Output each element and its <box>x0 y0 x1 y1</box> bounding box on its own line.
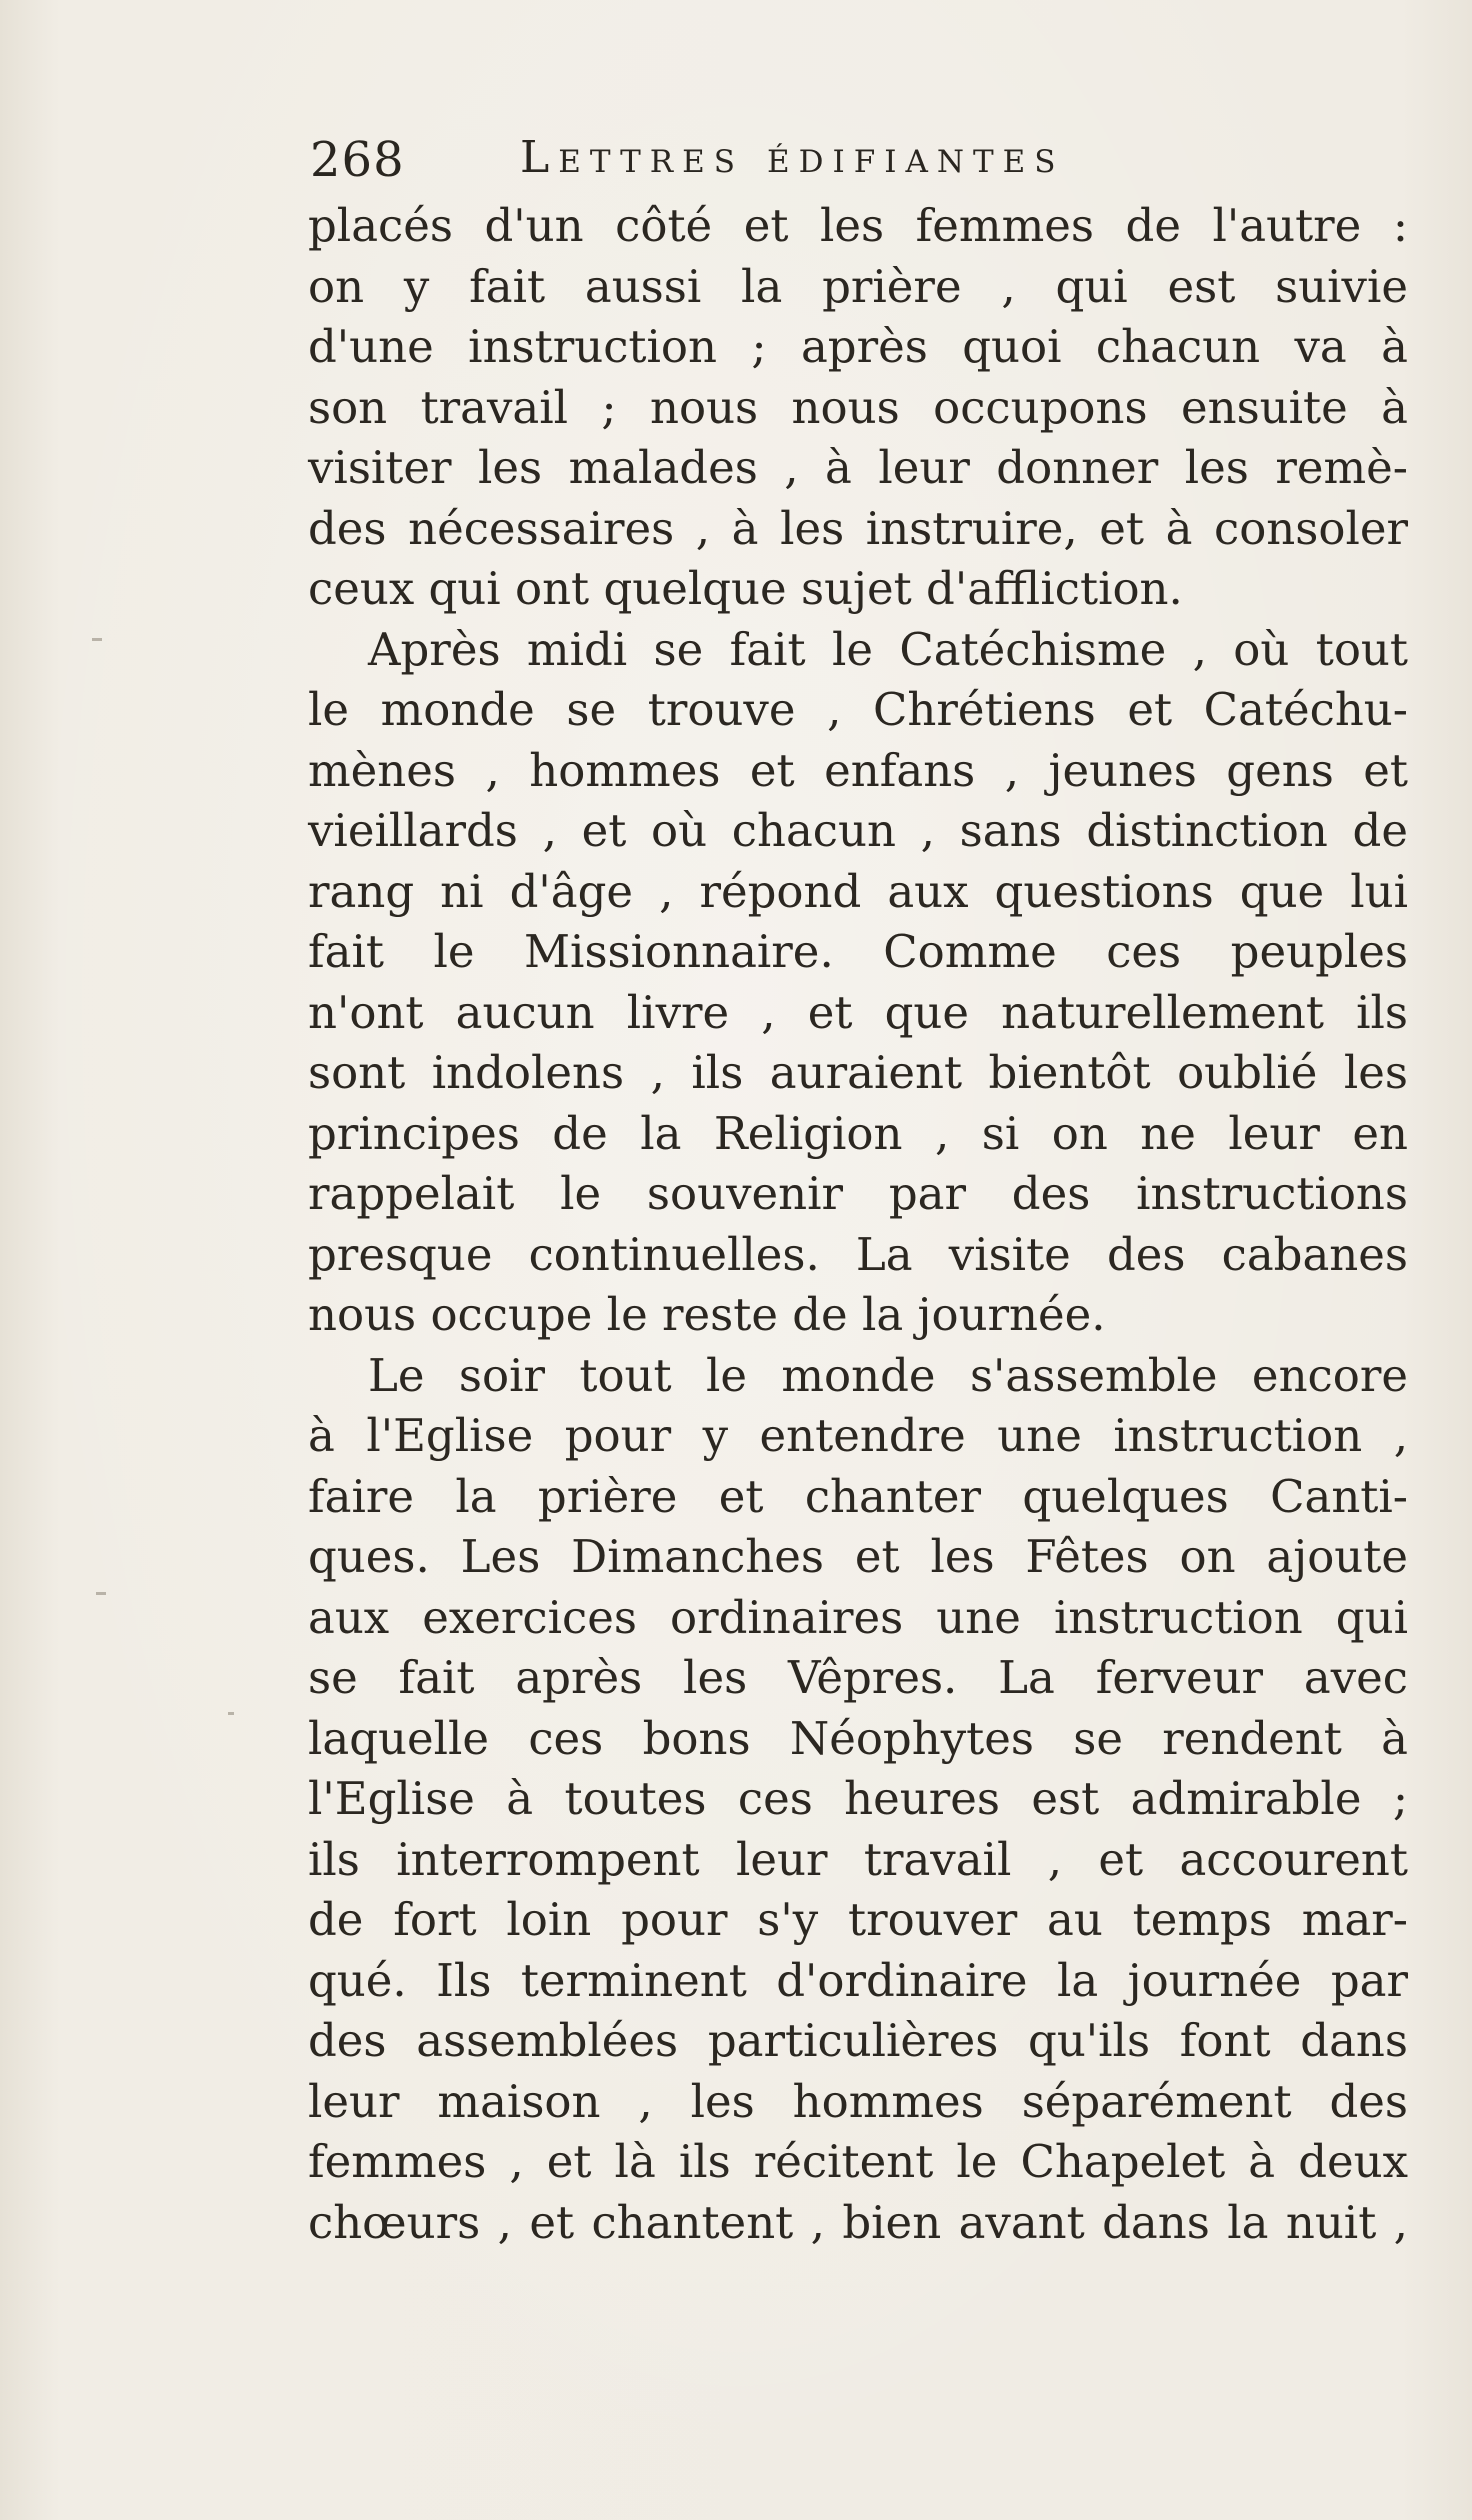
text-line: Après midi se fait le Catéchisme , où tout <box>368 622 1408 676</box>
text-line: le monde se trouve , Chrétiens et Catéchu- <box>308 683 1408 736</box>
text-line: se fait après les Vêpres. La ferveur avec <box>308 1651 1408 1704</box>
text-line: aux exercices ordinaires une instruction qui <box>308 1590 1408 1644</box>
text-line: visiter les malades , à leur donner les remè- <box>308 441 1408 494</box>
text-line: n'ont aucun livre , et que naturellement ils <box>308 985 1408 1039</box>
text-line: fait le Missionnaire. Comme ces peuples <box>308 925 1408 978</box>
text-line: on y fait aussi la prière , qui est suivie <box>308 259 1408 313</box>
text-line: rang ni d'âge , répond aux questions que lui <box>308 864 1408 918</box>
paper-speck <box>92 638 102 641</box>
text-line: laquelle ces bons Néophytes se rendent à <box>308 1711 1408 1765</box>
text-line: des nécessaires , à les instruire, et à consoler <box>308 501 1408 555</box>
text-line: à l'Eglise pour y entendre une instruction , <box>308 1409 1408 1462</box>
text-line: des assemblées particulières qu'ils font dans <box>308 2014 1408 2067</box>
paper-speck <box>96 1592 106 1595</box>
page-number: 268 <box>310 132 405 188</box>
text-line: ils interrompent leur travail , et accourent <box>308 1832 1408 1886</box>
text-line: qué. Ils terminent d'ordinaire la journée par <box>308 1953 1408 2007</box>
text-line: chœurs , et chantent , bien avant dans la nuit , <box>308 2195 1408 2249</box>
text-line: sont indolens , ils auraient bientôt oublié les <box>308 1046 1408 1099</box>
text-line: presque continuelles. La visite des cabanes <box>308 1227 1408 1281</box>
text-line: rappelait le souvenir par des instructions <box>308 1167 1408 1220</box>
text-line: Le soir tout le monde s'assemble encore <box>368 1348 1408 1402</box>
text-line: l'Eglise à toutes ces heures est admirable ; <box>308 1772 1408 1825</box>
text-line: principes de la Religion , si on ne leur en <box>308 1106 1408 1160</box>
paper-speck <box>228 1712 234 1715</box>
text-line: son travail ; nous nous occupons ensuite à <box>308 380 1408 434</box>
text-line: de fort loin pour s'y trouver au temps mar- <box>308 1893 1408 1946</box>
page-header <box>310 128 1230 198</box>
text-line: nous occupe le reste de la journée. <box>308 1288 1106 1341</box>
text-line: faire la prière et chanter quelques Canti- <box>308 1469 1408 1523</box>
text-line: leur maison , les hommes séparément des <box>308 2074 1408 2128</box>
text-line: mènes , hommes et enfans , jeunes gens et <box>308 743 1408 797</box>
text-line: d'une instruction ; après quoi chacun va à <box>308 320 1408 373</box>
text-line: femmes , et là ils récitent le Chapelet à deux <box>308 2135 1408 2188</box>
running-title: Lettres édifiantes <box>520 132 1065 183</box>
text-line: ques. Les Dimanches et les Fêtes on ajoute <box>308 1530 1408 1583</box>
body-text <box>308 196 1408 2253</box>
text-line: ceux qui ont quelque sujet d'affliction. <box>308 562 1183 615</box>
text-line: placés d'un côté et les femmes de l'autre : <box>308 199 1408 252</box>
text-line: vieillards , et où chacun , sans distinction de <box>308 804 1408 857</box>
